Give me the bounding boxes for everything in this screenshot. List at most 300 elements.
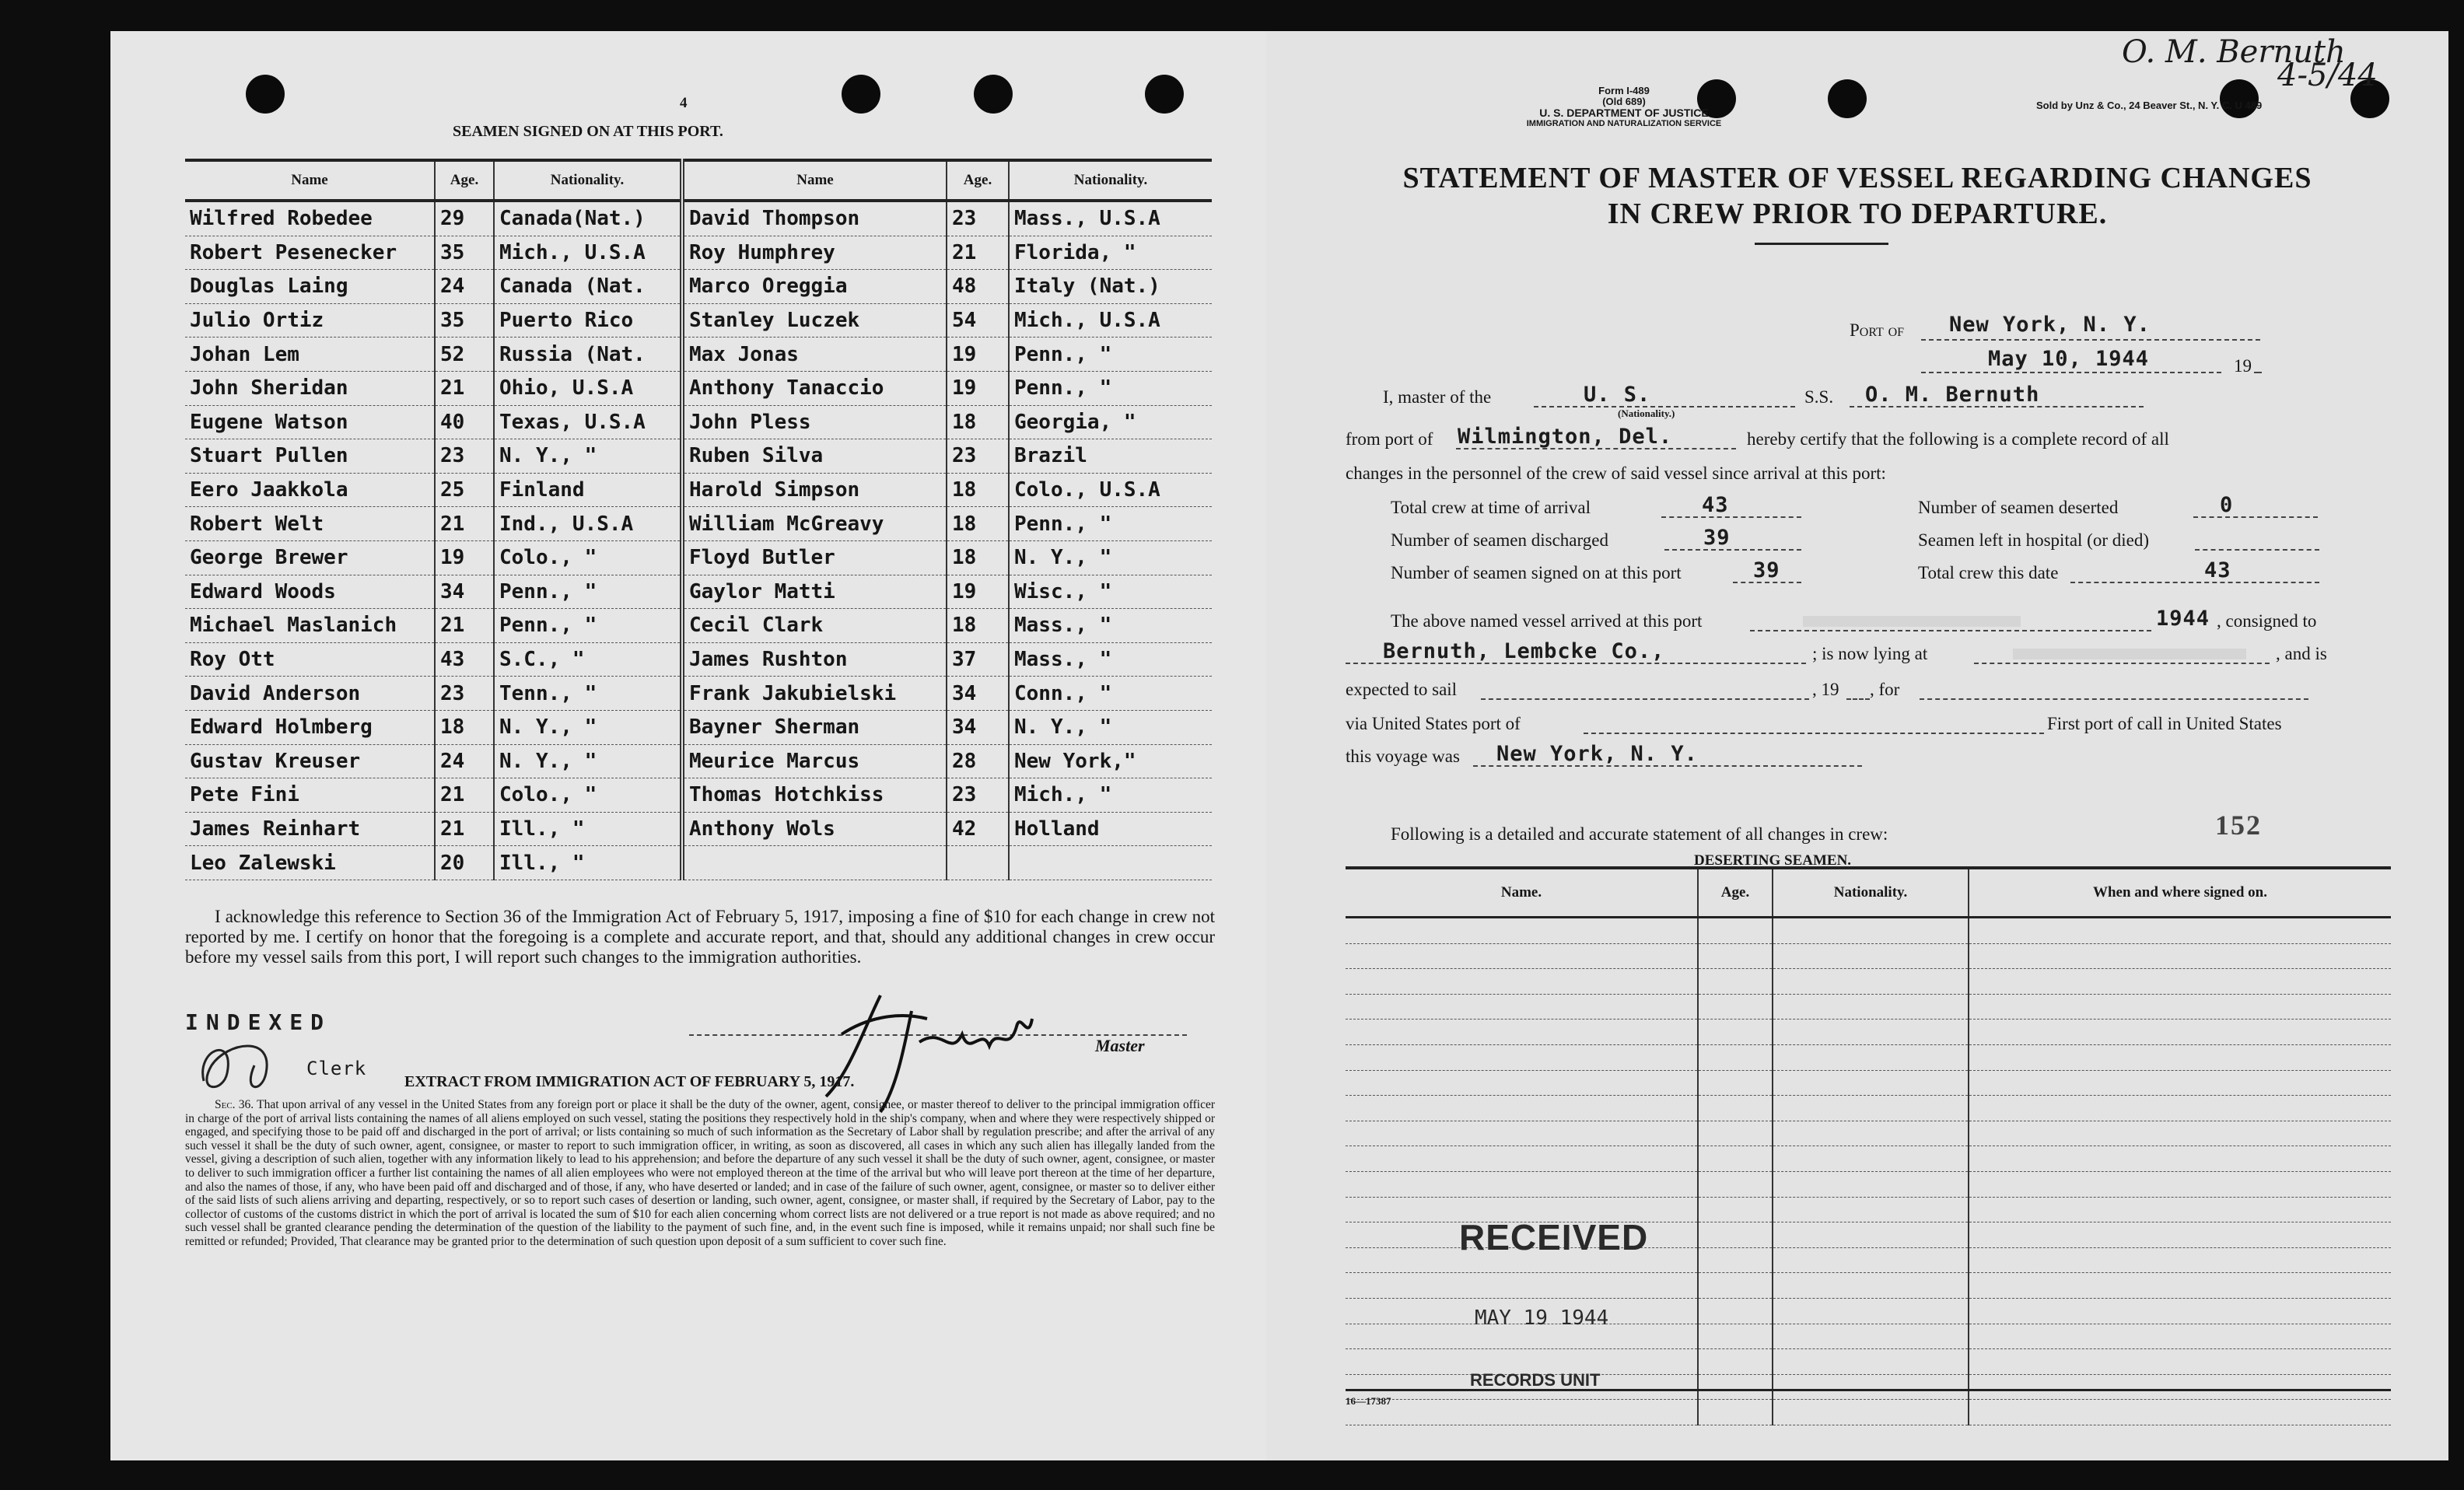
cell-nationality-2: N. Y., " <box>1009 540 1212 575</box>
cell-nationality-2 <box>1009 846 1212 880</box>
expected-year-line <box>1846 698 1870 700</box>
desert-col-age: Age. <box>1698 868 1773 918</box>
cell-name-2: John Pless <box>682 405 947 439</box>
cell-nationality-2: Wisc., " <box>1009 575 1212 609</box>
cell-name-2: Floyd Butler <box>682 540 947 575</box>
blank-cell <box>1346 994 1698 1020</box>
blank-cell <box>1346 1044 1698 1070</box>
cell-name-2: Max Jonas <box>682 338 947 372</box>
from-port-label: from port of <box>1346 429 1433 449</box>
cell-age-2: 18 <box>947 540 1009 575</box>
cell-nationality-2: Mass., " <box>1009 642 1212 677</box>
cell-nationality: Mich., U.S.A <box>494 236 682 270</box>
blank-cell <box>1969 1222 2391 1248</box>
blank-cell <box>1698 1247 1773 1273</box>
cell-age-2: 37 <box>947 642 1009 677</box>
cell-age-2: 18 <box>947 609 1009 643</box>
crew-table-body <box>185 201 1212 880</box>
department-name: U. S. DEPARTMENT OF JUSTICE <box>1539 107 1709 119</box>
signed-label: Number of seamen signed on at this port <box>1391 563 1682 582</box>
cell-name: Robert Pesenecker <box>185 236 435 270</box>
printer-line: Sold by Unz & Co., 24 Beaver St., N. Y. C. U 489 <box>2036 100 2263 111</box>
title-line-1: STATEMENT OF MASTER OF VESSEL REGARDING CHANGES <box>1402 162 2312 194</box>
form-number: Form I-489 <box>1598 85 1650 96</box>
cell-nationality: N. Y., " <box>494 744 682 778</box>
col-name: Name <box>185 160 435 201</box>
col-nationality-2: Nationality. <box>1009 160 1212 201</box>
binder-hole <box>2220 79 2259 118</box>
blank-cell <box>1698 1273 1773 1299</box>
cell-age: 29 <box>435 201 494 236</box>
lying-line <box>1974 663 2270 664</box>
cell-name-2: Gaylor Matti <box>682 575 947 609</box>
blank-cell <box>1773 1096 1969 1121</box>
total-crew-label: Total crew at time of arrival <box>1391 498 1591 517</box>
cell-name-2: William McGreavy <box>682 507 947 541</box>
cell-name: Robert Welt <box>185 507 435 541</box>
blank-cell <box>1698 994 1773 1020</box>
cell-age: 21 <box>435 507 494 541</box>
binder-hole <box>974 75 1013 114</box>
blank-cell <box>1969 1146 2391 1172</box>
deserting-table-body <box>1346 918 2391 1425</box>
from-port-value: Wilmington, Del. <box>1458 425 1673 449</box>
col-age: Age. <box>435 160 494 201</box>
clerk-label: Clerk <box>306 1058 367 1079</box>
cell-name-2: Meurice Marcus <box>682 744 947 778</box>
discharged-value: 39 <box>1703 526 1731 550</box>
blank-cell <box>1969 1400 2391 1425</box>
cell-age: 23 <box>435 677 494 711</box>
blank-cell <box>1346 969 1698 995</box>
deserting-table-header <box>1346 868 2391 918</box>
arrived-year: 1944 <box>2156 607 2210 631</box>
bottom-rule <box>1346 1389 2391 1391</box>
table-row <box>185 507 1212 541</box>
col-nationality: Nationality. <box>494 160 682 201</box>
cell-age: 40 <box>435 405 494 439</box>
redacted-berth <box>2013 649 2246 659</box>
cell-name-2: Harold Simpson <box>682 473 947 507</box>
table-row <box>1346 994 2391 1020</box>
and-is-text: , and is <box>2276 644 2327 663</box>
cell-name: Johan Lem <box>185 338 435 372</box>
total-date-label: Total crew this date <box>1918 563 2059 582</box>
binder-hole <box>1145 75 1184 114</box>
blank-cell <box>1969 943 2391 969</box>
extract-text: That upon arrival of any vessel in the United States from any foreign port or place it shall be the duty of the owner, agent, consignee, or master thereof to deliver to the principal immigration officer in charge of the port of arrival lists containing the names of all aliens employed on such vessel, stating the positions they respectively hold in the ship's company, when and where they were respectively shipped or engaged, and specifying those to be paid off and discharged in the port of arrival; or lists containing so much of such information as the Secretary of Labor shall by regulation prescribe; and after the arrival of any such vessel it shall be the duty of such owner, agent, consignee, or master to report to such immigration officer, in writing, as soon as discovered, all cases in which any such alien has illegally landed from the vessel, giving a description of such alien, together with any information likely to lead to his apprehension; and before the departure of any such vessel it shall be the duty of such owner, agent, consignee, or master to deliver to such immigration officer a further list containing the names of all alien employees who were not employed thereon at the time of the arrival but who will leave port thereon at the time of her departure, and also the names of those, if any, who have been paid off and discharged and of those, if any, who have deserted or landed; and in case of the failure of such owner, agent, consignee, or master so to deliver either of the said lists of such aliens arriving and departing, respectively, or so to report such cases of desertion or landing, such owner, agent, consignee, or master shall, if required by the Secretary of Labor, pay to the collector of customs of the customs district in which the port of arrival is located the sum of $10 for each alien concerning whom correct lists are not delivered or a true report is not made as above required; and no such vessel shall be granted clearance pending the determination of the question of the liability to the payment of such fine, and, in the event such fine is imposed, while it remains unpaid; nor shall such fine be remitted or refunded; Provided, That clearance may be granted prior to the determination of such question upon deposit of a sum sufficient to cover such fine. <box>185 1098 1215 1248</box>
blank-cell <box>1346 1273 1698 1299</box>
cell-nationality-2: Mass., U.S.A <box>1009 201 1212 236</box>
indexed-stamp: INDEXED <box>185 1009 332 1035</box>
cell-name: Stuart Pullen <box>185 439 435 474</box>
service-name: IMMIGRATION AND NATURALIZATION SERVICE <box>1526 119 1722 128</box>
deserted-label: Number of seamen deserted <box>1918 498 2119 517</box>
cell-name: Eero Jaakkola <box>185 473 435 507</box>
table-row <box>1346 1146 2391 1172</box>
blank-cell <box>1698 1146 1773 1172</box>
cell-age-2: 34 <box>947 710 1009 744</box>
seamen-heading: SEAMEN SIGNED ON AT THIS PORT. <box>453 123 723 140</box>
cell-age: 24 <box>435 744 494 778</box>
table-row <box>185 270 1212 304</box>
binder-hole <box>842 75 880 114</box>
stamp-number: 152 <box>2215 810 2262 841</box>
cell-nationality-2: N. Y., " <box>1009 710 1212 744</box>
blank-cell <box>1773 918 1969 944</box>
blank-cell <box>1698 1374 1773 1400</box>
port-label: Port of <box>1850 320 1905 340</box>
table-row <box>1346 1044 2391 1070</box>
table-row <box>185 744 1212 778</box>
cell-age: 21 <box>435 609 494 643</box>
voyage-value: New York, N. Y. <box>1496 742 1698 766</box>
cell-age-2: 23 <box>947 778 1009 813</box>
cell-age: 19 <box>435 540 494 575</box>
table-row <box>185 540 1212 575</box>
cell-name-2: Anthony Tanaccio <box>682 371 947 405</box>
col-name-2: Name <box>682 160 947 201</box>
deserted-value: 0 <box>2220 493 2234 517</box>
handwritten-vessel-name: O. M. Bernuth <box>2122 34 2346 70</box>
cell-age: 21 <box>435 812 494 846</box>
cell-nationality-2: Mich., U.S.A <box>1009 303 1212 338</box>
blank-cell <box>1346 1146 1698 1172</box>
cell-nationality-2: Holland <box>1009 812 1212 846</box>
binder-hole <box>246 75 285 114</box>
blank-cell <box>1346 1400 1698 1425</box>
col-age-2: Age. <box>947 160 1009 201</box>
cell-age: 25 <box>435 473 494 507</box>
cell-age-2: 18 <box>947 473 1009 507</box>
title-line-2: IN CREW PRIOR TO DEPARTURE. <box>1607 198 2108 230</box>
consignee-value: Bernuth, Lembcke Co., <box>1383 639 1665 663</box>
cell-age: 21 <box>435 371 494 405</box>
date-line <box>1921 372 2221 373</box>
handwritten-corner-number: 4-5/44 <box>2277 58 2378 93</box>
discharged-line <box>1664 549 1801 551</box>
form-title <box>1266 160 2448 232</box>
blank-cell <box>1773 1324 1969 1349</box>
cell-age-2: 19 <box>947 575 1009 609</box>
desert-col-name: Name. <box>1346 868 1698 918</box>
blank-cell <box>1773 1020 1969 1045</box>
clerk-initials-signature <box>180 1019 305 1104</box>
cell-nationality-2: Colo., U.S.A <box>1009 473 1212 507</box>
total-crew-value: 43 <box>1702 493 1729 517</box>
crew-table <box>185 159 1212 880</box>
left-page <box>110 31 1277 1460</box>
blank-cell <box>1698 1298 1773 1324</box>
table-row <box>185 778 1212 813</box>
cell-name: Leo Zalewski <box>185 846 435 880</box>
cell-name: Michael Maslanich <box>185 609 435 643</box>
cell-name: Edward Holmberg <box>185 710 435 744</box>
blank-cell <box>1773 1298 1969 1324</box>
blank-cell <box>1773 1044 1969 1070</box>
table-row <box>1346 1096 2391 1121</box>
blank-cell <box>1773 1121 1969 1146</box>
blank-cell <box>1773 1273 1969 1299</box>
cell-name-2: Ruben Silva <box>682 439 947 474</box>
table-row <box>185 473 1212 507</box>
cell-nationality: Ohio, U.S.A <box>494 371 682 405</box>
table-row <box>185 303 1212 338</box>
blank-cell <box>1969 969 2391 995</box>
date-value: May 10, 1944 <box>1988 347 2150 371</box>
blank-cell <box>1698 1070 1773 1096</box>
blank-cell <box>1698 1349 1773 1375</box>
cell-name: George Brewer <box>185 540 435 575</box>
blank-cell <box>1773 1171 1969 1197</box>
table-row <box>1346 1273 2391 1299</box>
cell-age: 34 <box>435 575 494 609</box>
via-line <box>1584 733 2044 734</box>
table-row <box>185 236 1212 270</box>
cell-nationality: Russia (Nat. <box>494 338 682 372</box>
cell-age: 20 <box>435 846 494 880</box>
blank-cell <box>1773 1146 1969 1172</box>
cell-nationality: N. Y., " <box>494 439 682 474</box>
blank-cell <box>1969 1121 2391 1146</box>
arrived-line <box>1750 630 2151 631</box>
discharged-label: Number of seamen discharged <box>1391 530 1608 550</box>
blank-cell <box>1969 1247 2391 1273</box>
cell-age-2: 23 <box>947 439 1009 474</box>
blank-cell <box>1698 1324 1773 1349</box>
cell-age: 43 <box>435 642 494 677</box>
changes-text: changes in the personnel of the crew of said vessel since arrival at this port: <box>1346 463 1886 483</box>
cell-name: Gustav Kreuser <box>185 744 435 778</box>
acknowledgment-text: I acknowledge this reference to Section 36 of the Immigration Act of February 5, 1917, imposing a fine of $10 for each change in crew not reported by me. I certify on honor that the foregoing is a complete and accurate report, and that, should any additional changes in crew occur before my vessel sails from this port, I will report such changes to the immigration authorities. <box>185 907 1215 967</box>
table-row <box>185 371 1212 405</box>
table-row <box>185 405 1212 439</box>
expected-year: , 19 <box>1812 680 1839 699</box>
blank-cell <box>1346 1070 1698 1096</box>
cell-name: David Anderson <box>185 677 435 711</box>
blank-cell <box>1698 1020 1773 1045</box>
blank-cell <box>1698 1121 1773 1146</box>
cell-name-2: Bayner Sherman <box>682 710 947 744</box>
first-port-text: First port of call in United States <box>2047 714 2282 733</box>
blank-cell <box>1969 1020 2391 1045</box>
sec-label: Sec. 36. <box>215 1098 254 1111</box>
cell-nationality: N. Y., " <box>494 710 682 744</box>
cell-age-2: 42 <box>947 812 1009 846</box>
cell-name-2: Marco Oreggia <box>682 270 947 304</box>
received-stamp: RECEIVED <box>1459 1217 1649 1257</box>
cell-name: Wilfred Robedee <box>185 201 435 236</box>
cell-name: Pete Fini <box>185 778 435 813</box>
following-text: Following is a detailed and accurate statement of all changes in crew: <box>1391 824 1888 844</box>
cell-age: 21 <box>435 778 494 813</box>
table-row <box>185 846 1212 880</box>
cell-age: 23 <box>435 439 494 474</box>
cell-nationality: Penn., " <box>494 575 682 609</box>
cell-name-2: James Rushton <box>682 642 947 677</box>
cell-nationality: Canada (Nat. <box>494 270 682 304</box>
blank-cell <box>1773 1070 1969 1096</box>
certify-text: hereby certify that the following is a complete record of all <box>1747 429 2169 449</box>
right-page <box>1266 31 2448 1460</box>
blank-cell <box>1969 1171 2391 1197</box>
cell-nationality: Tenn., " <box>494 677 682 711</box>
blank-cell <box>1698 918 1773 944</box>
cell-name: James Reinhart <box>185 812 435 846</box>
blank-cell <box>1698 1096 1773 1121</box>
cell-age-2: 21 <box>947 236 1009 270</box>
cell-age-2: 23 <box>947 201 1009 236</box>
cell-nationality-2: Conn., " <box>1009 677 1212 711</box>
blank-cell <box>1698 1222 1773 1248</box>
date-year-suffix: 19 <box>2234 356 2252 376</box>
blank-cell <box>1698 1400 1773 1425</box>
blank-cell <box>1698 943 1773 969</box>
cell-nationality-2: Georgia, " <box>1009 405 1212 439</box>
table-row <box>185 439 1212 474</box>
blank-cell <box>1698 1044 1773 1070</box>
table-row <box>1346 918 2391 944</box>
table-row <box>1346 1400 2391 1425</box>
blank-cell <box>1346 1121 1698 1146</box>
cell-name-2: David Thompson <box>682 201 947 236</box>
cell-nationality-2: Florida, " <box>1009 236 1212 270</box>
redacted-arrival-date <box>1803 616 2021 627</box>
blank-cell <box>1969 1273 2391 1299</box>
deserted-line <box>2193 516 2318 518</box>
cell-age: 24 <box>435 270 494 304</box>
received-date: MAY 19 1944 <box>1475 1306 1609 1330</box>
cell-nationality-2: Brazil <box>1009 439 1212 474</box>
cell-age: 35 <box>435 303 494 338</box>
table-row <box>185 338 1212 372</box>
cell-nationality: Colo., " <box>494 540 682 575</box>
vessel-name: O. M. Bernuth <box>1865 383 2040 407</box>
blank-cell <box>1698 1197 1773 1222</box>
master-label: Master <box>1095 1036 1145 1055</box>
blank-cell <box>1346 1096 1698 1121</box>
cell-nationality: Ind., U.S.A <box>494 507 682 541</box>
cell-name-2: Anthony Wols <box>682 812 947 846</box>
deserting-heading: DESERTING SEAMEN. <box>1694 852 1852 869</box>
blank-cell <box>1773 1349 1969 1375</box>
cell-nationality: S.C., " <box>494 642 682 677</box>
cell-age-2: 48 <box>947 270 1009 304</box>
blank-cell <box>1346 1020 1698 1045</box>
blank-cell <box>1698 1171 1773 1197</box>
blank-cell <box>1773 1197 1969 1222</box>
cell-age-2 <box>947 846 1009 880</box>
table-row <box>1346 1121 2391 1146</box>
cell-name: Douglas Laing <box>185 270 435 304</box>
cell-name: Roy Ott <box>185 642 435 677</box>
nationality-value: U. S. <box>1584 383 1651 407</box>
cell-nationality: Canada(Nat.) <box>494 201 682 236</box>
cell-nationality-2: Penn., " <box>1009 507 1212 541</box>
cell-nationality: Ill., " <box>494 846 682 880</box>
cell-nationality: Penn., " <box>494 609 682 643</box>
blank-cell <box>1969 1298 2391 1324</box>
extract-title: EXTRACT FROM IMMIGRATION ACT OF FEBRUARY 5, 1917. <box>404 1073 855 1090</box>
arrived-text: The above named vessel arrived at this port <box>1391 611 1703 631</box>
cell-nationality-2: Penn., " <box>1009 371 1212 405</box>
lying-text: ; is now lying at <box>1812 644 1928 663</box>
cell-nationality: Ill., " <box>494 812 682 846</box>
blank-cell <box>1346 918 1698 944</box>
cell-age-2: 18 <box>947 507 1009 541</box>
blank-cell <box>1773 994 1969 1020</box>
table-row <box>185 710 1212 744</box>
hospital-label: Seamen left in hospital (or died) <box>1918 530 2150 550</box>
title-rule <box>1755 243 1888 245</box>
extract-body <box>185 1098 1215 1249</box>
cell-name-2: Thomas Hotchkiss <box>682 778 947 813</box>
blank-cell <box>1969 1324 2391 1349</box>
form-header <box>1266 86 1982 129</box>
cell-name-2 <box>682 846 947 880</box>
crew-table-header <box>185 160 1212 201</box>
cell-age-2: 18 <box>947 405 1009 439</box>
cell-age-2: 54 <box>947 303 1009 338</box>
table-row <box>185 642 1212 677</box>
via-text: via United States port of <box>1346 714 1521 733</box>
cell-name-2: Roy Humphrey <box>682 236 947 270</box>
desert-col-nationality: Nationality. <box>1773 868 1969 918</box>
blank-cell <box>1969 1349 2391 1375</box>
cell-name: Eugene Watson <box>185 405 435 439</box>
blank-cell <box>1773 943 1969 969</box>
cell-age: 35 <box>435 236 494 270</box>
blank-cell <box>1969 1070 2391 1096</box>
port-line <box>1921 339 2260 341</box>
cell-age-2: 19 <box>947 338 1009 372</box>
cell-nationality-2: Penn., " <box>1009 338 1212 372</box>
table-row <box>185 812 1212 846</box>
blank-cell <box>1773 1247 1969 1273</box>
blank-cell <box>1773 969 1969 995</box>
total-date-value: 43 <box>2204 558 2231 582</box>
cell-nationality: Colo., " <box>494 778 682 813</box>
nationality-caption: (Nationality.) <box>1618 407 1675 419</box>
blank-cell <box>1969 1096 2391 1121</box>
blank-cell <box>1698 969 1773 995</box>
page-number: 4 <box>680 95 688 111</box>
cell-name-2: Cecil Clark <box>682 609 947 643</box>
cell-name-2: Frank Jakubielski <box>682 677 947 711</box>
cell-age-2: 28 <box>947 744 1009 778</box>
table-row <box>1346 943 2391 969</box>
cell-nationality: Finland <box>494 473 682 507</box>
ss-label: S.S. <box>1804 387 1834 407</box>
master-of-label: I, master of the <box>1383 387 1492 407</box>
cell-name: Julio Ortiz <box>185 303 435 338</box>
blank-cell <box>1969 1197 2391 1222</box>
port-value: New York, N. Y. <box>1949 313 2151 337</box>
cell-name: John Sheridan <box>185 371 435 405</box>
blank-cell <box>1773 1222 1969 1248</box>
cell-nationality: Puerto Rico <box>494 303 682 338</box>
cell-age-2: 19 <box>947 371 1009 405</box>
table-row <box>1346 969 2391 995</box>
blank-cell <box>1969 1044 2391 1070</box>
table-row <box>1346 1070 2391 1096</box>
blank-cell <box>1773 1374 1969 1400</box>
voyage-text: this voyage was <box>1346 747 1460 766</box>
consigned-text: , consigned to <box>2217 611 2317 631</box>
total-crew-line <box>1661 516 1801 518</box>
year-line <box>2254 372 2262 373</box>
cell-age-2: 34 <box>947 677 1009 711</box>
